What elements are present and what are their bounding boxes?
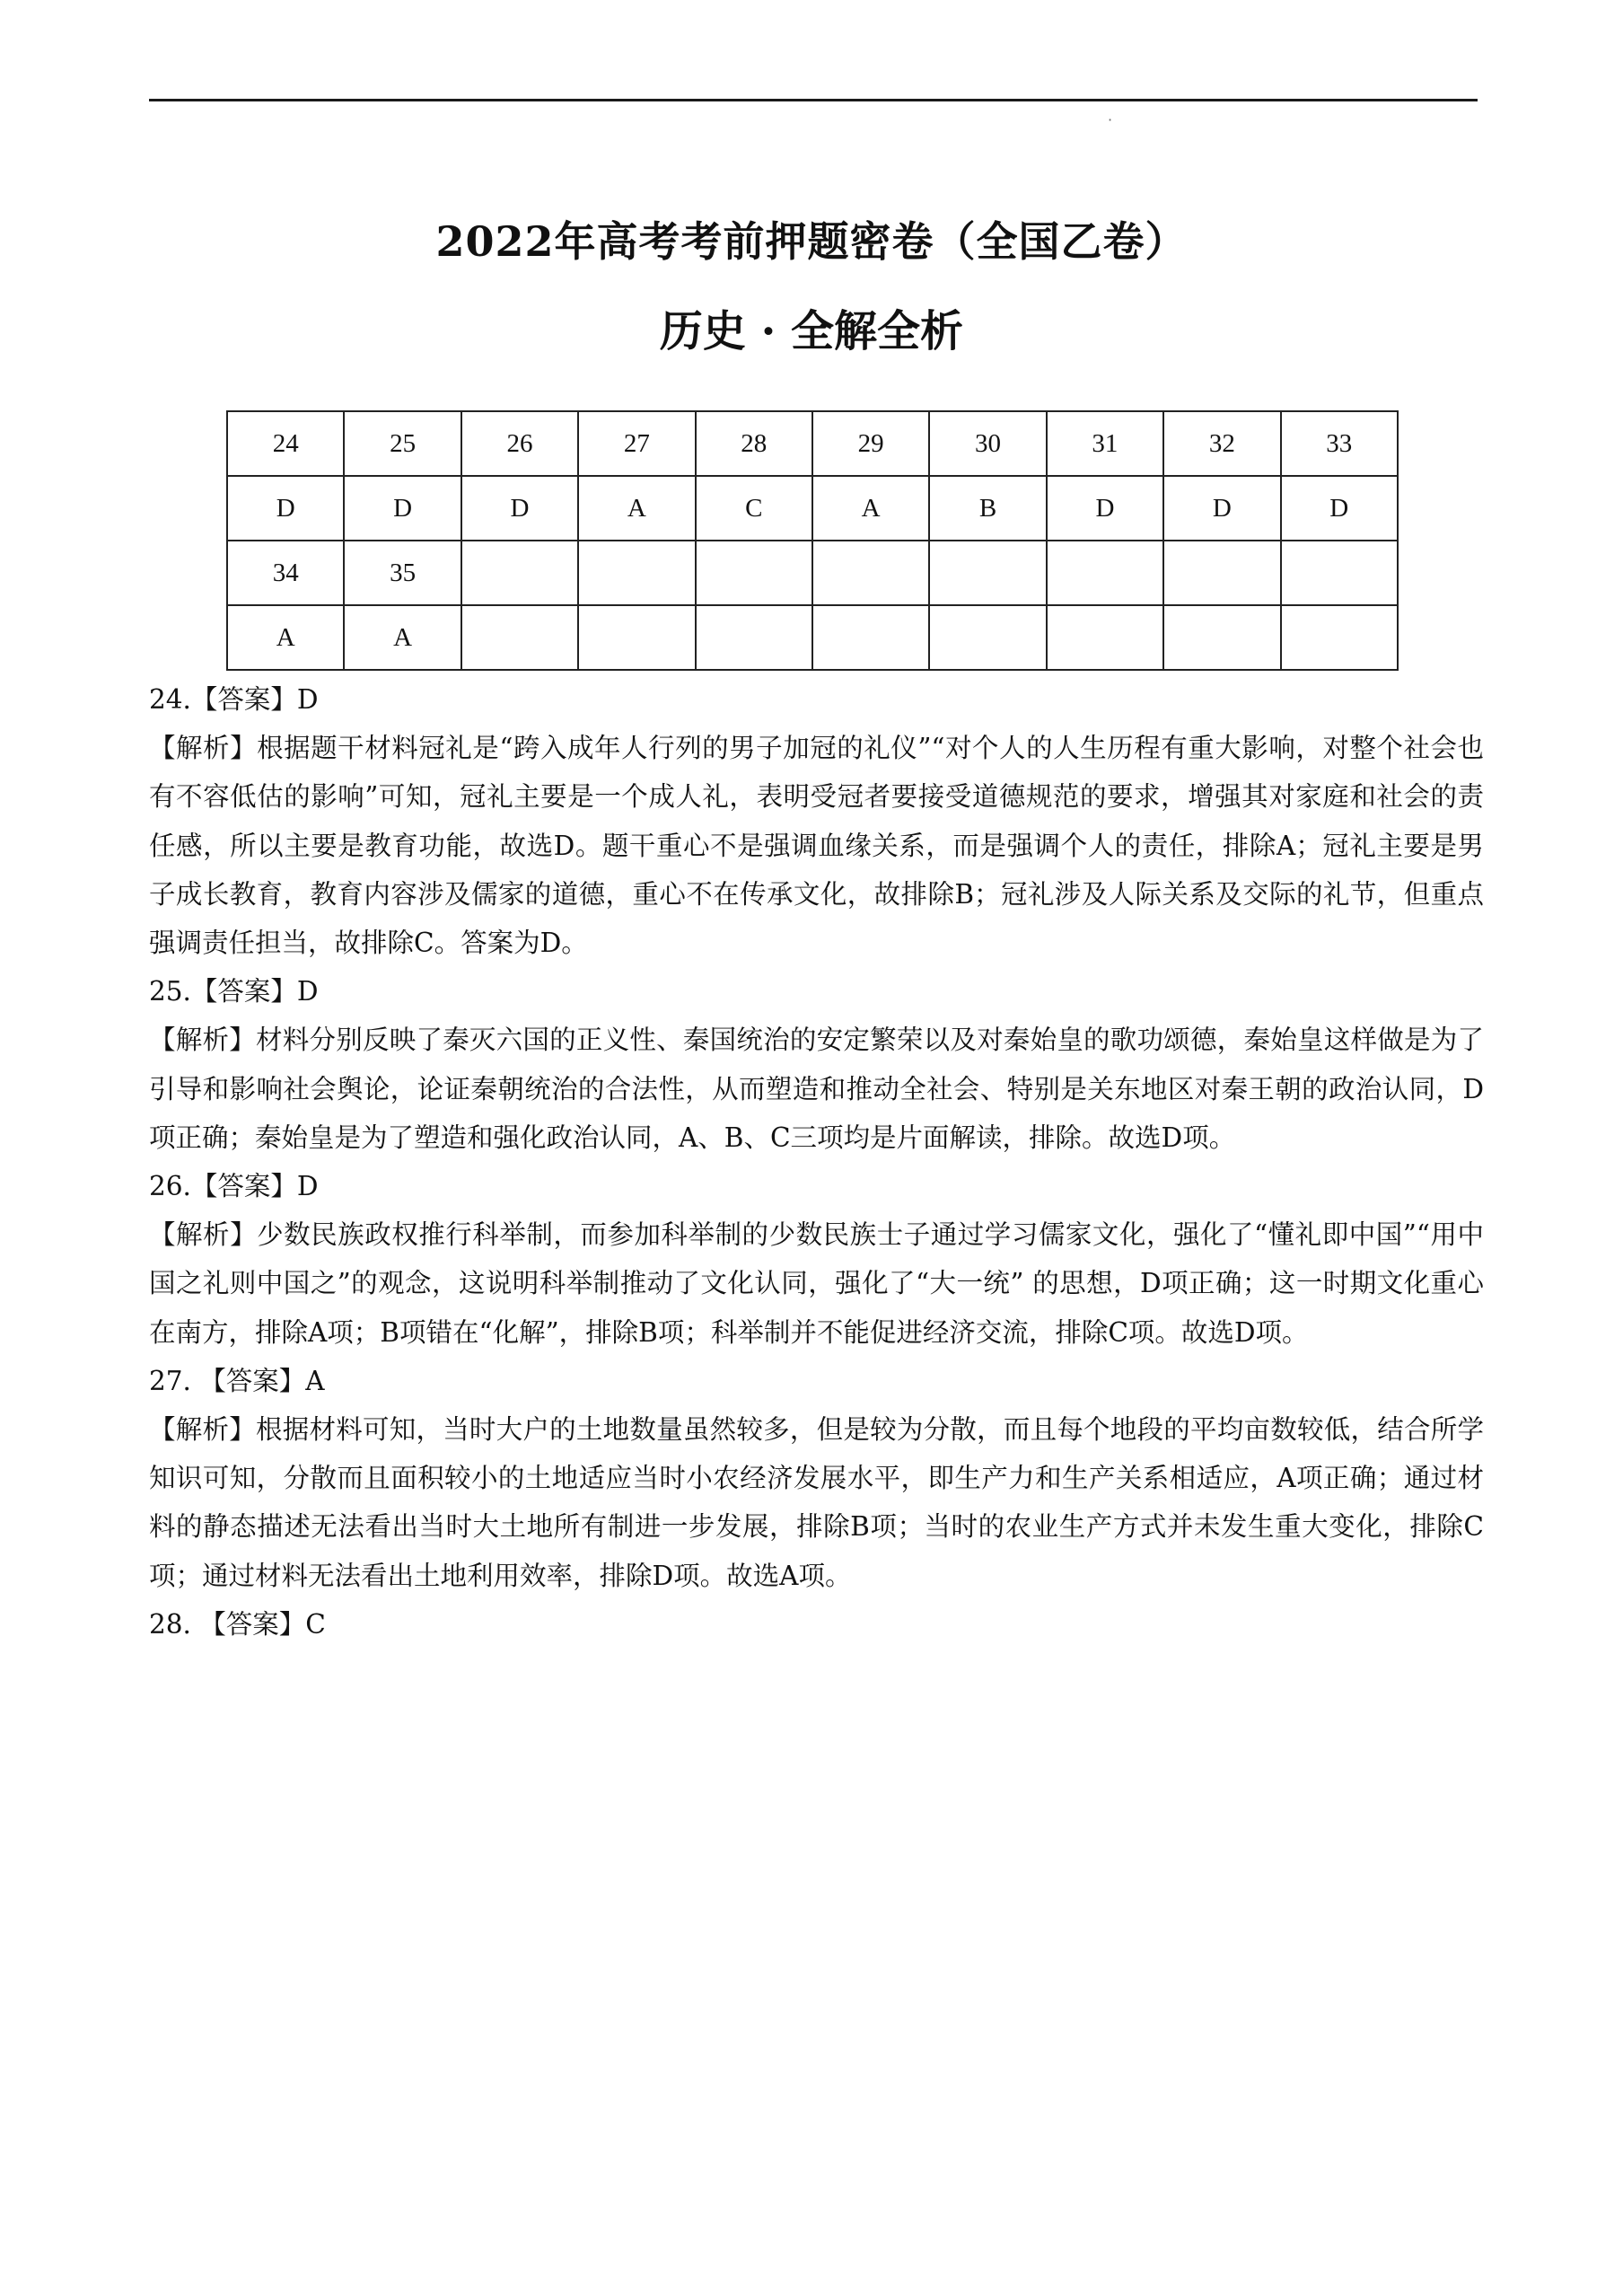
table-cell: D xyxy=(461,476,578,541)
table-cell xyxy=(1047,541,1163,605)
analysis-paragraph: 【解析】根据材料可知，当时大户的土地数量虽然较多，但是较为分散，而且每个地段的平均亩数较低，结合所学知识可知，分散而且面积较小的土地适应当时小农经济发展水平，即生产力和生产关系相适应，A项正确；通过材料的静态描述无法看出当时大土地所有制进一步发展，排除B项；当时的农业生产方式并未发生重大变化，排除C项；通过材料无法看出土地利用效率，排除D项。故选A项。 xyxy=(149,1414,1484,1591)
table-cell: 26 xyxy=(461,411,578,476)
table-cell xyxy=(1047,605,1163,670)
table-cell: 30 xyxy=(929,411,1046,476)
table-cell: 29 xyxy=(812,411,929,476)
table-cell: 24 xyxy=(227,411,344,476)
table-cell xyxy=(1281,605,1398,670)
table-cell xyxy=(929,541,1046,605)
analysis-paragraph: 【解析】少数民族政权推行科举制，而参加科举制的少数民族士子通过学习儒家文化，强化了“懂礼即中国”“用中国之礼则中国之”的观念，这说明科举制推动了文化认同，强化了“大一统” 的思想，D项正确；这一时期文化重心在南方，排除A项；B项错在“化解”，排除B项；科举制并不能促进经济交流，排除C项。故选D项。 xyxy=(149,1219,1484,1348)
table-cell: 28 xyxy=(696,411,812,476)
table-cell xyxy=(696,605,812,670)
table-cell: 32 xyxy=(1163,411,1280,476)
answer-line: 26.【答案】D xyxy=(149,1171,319,1202)
table-row xyxy=(227,476,1398,541)
page-title: 2022年高考考前押题密卷（全国乙卷） xyxy=(435,217,1188,266)
header-dot: · xyxy=(1108,111,1113,128)
table-cell: 27 xyxy=(578,411,695,476)
answer-table xyxy=(226,410,1399,671)
table-cell xyxy=(812,605,929,670)
analysis-paragraph: 【解析】根据题干材料冠礼是“跨入成年人行列的男子加冠的礼仪”“对个人的人生历程有重大影响，对整个社会也有不容低估的影响”可知，冠礼主要是一个成人礼，表明受冠者要接受道德规范的要求，增强其对家庭和社会的责任感，所以主要是教育功能，故选D。题干重心不是强调血缘关系，而是强调个人的责任，排除A；冠礼主要是男子成长教育，教育内容涉及儒家的道德，重心不在传承文化，故排除B；冠礼涉及人际关系及交际的礼节，但重点强调责任担当，故排除C。答案为D。 xyxy=(149,733,1484,959)
table-cell: A xyxy=(227,605,344,670)
explanations xyxy=(149,675,1484,1649)
table-cell xyxy=(578,541,695,605)
table-row xyxy=(227,605,1398,670)
answer-line: 28. 【答案】C xyxy=(149,1608,326,1640)
table-cell: 33 xyxy=(1281,411,1398,476)
answer-line: 24.【答案】D xyxy=(149,684,319,715)
answer-line: 25.【答案】D xyxy=(149,976,319,1007)
table-cell: C xyxy=(696,476,812,541)
header-rule xyxy=(149,99,1478,101)
table-cell: 31 xyxy=(1047,411,1163,476)
table-cell xyxy=(1163,541,1280,605)
table-cell xyxy=(461,605,578,670)
table-cell xyxy=(578,605,695,670)
table-cell: A xyxy=(344,605,461,670)
answer-line: 27. 【答案】A xyxy=(149,1365,325,1396)
table-cell: D xyxy=(1163,476,1280,541)
table-cell: 34 xyxy=(227,541,344,605)
table-cell xyxy=(1281,541,1398,605)
table-cell xyxy=(696,541,812,605)
page-subtitle: 历史 · 全解全析 xyxy=(659,306,964,356)
table-row xyxy=(227,541,1398,605)
analysis-paragraph: 【解析】材料分别反映了秦灭六国的正义性、秦国统治的安定繁荣以及对秦始皇的歌功颂德，秦始皇这样做是为了引导和影响社会舆论，论证秦朝统治的合法性，从而塑造和推动全社会、特别是关东地区对秦王朝的政治认同，D项正确；秦始皇是为了塑造和强化政治认同，A、B、C三项均是片面解读，排除。故选D项。 xyxy=(149,1025,1484,1153)
table-cell: D xyxy=(227,476,344,541)
table-cell: D xyxy=(1281,476,1398,541)
table-cell: D xyxy=(344,476,461,541)
table-cell: B xyxy=(929,476,1046,541)
table-cell xyxy=(461,541,578,605)
table-cell xyxy=(1163,605,1280,670)
table-cell: 25 xyxy=(344,411,461,476)
table-cell: A xyxy=(812,476,929,541)
table-cell xyxy=(812,541,929,605)
table-cell: D xyxy=(1047,476,1163,541)
table-row xyxy=(227,411,1398,476)
table-cell xyxy=(929,605,1046,670)
table-cell: 35 xyxy=(344,541,461,605)
table-cell: A xyxy=(578,476,695,541)
